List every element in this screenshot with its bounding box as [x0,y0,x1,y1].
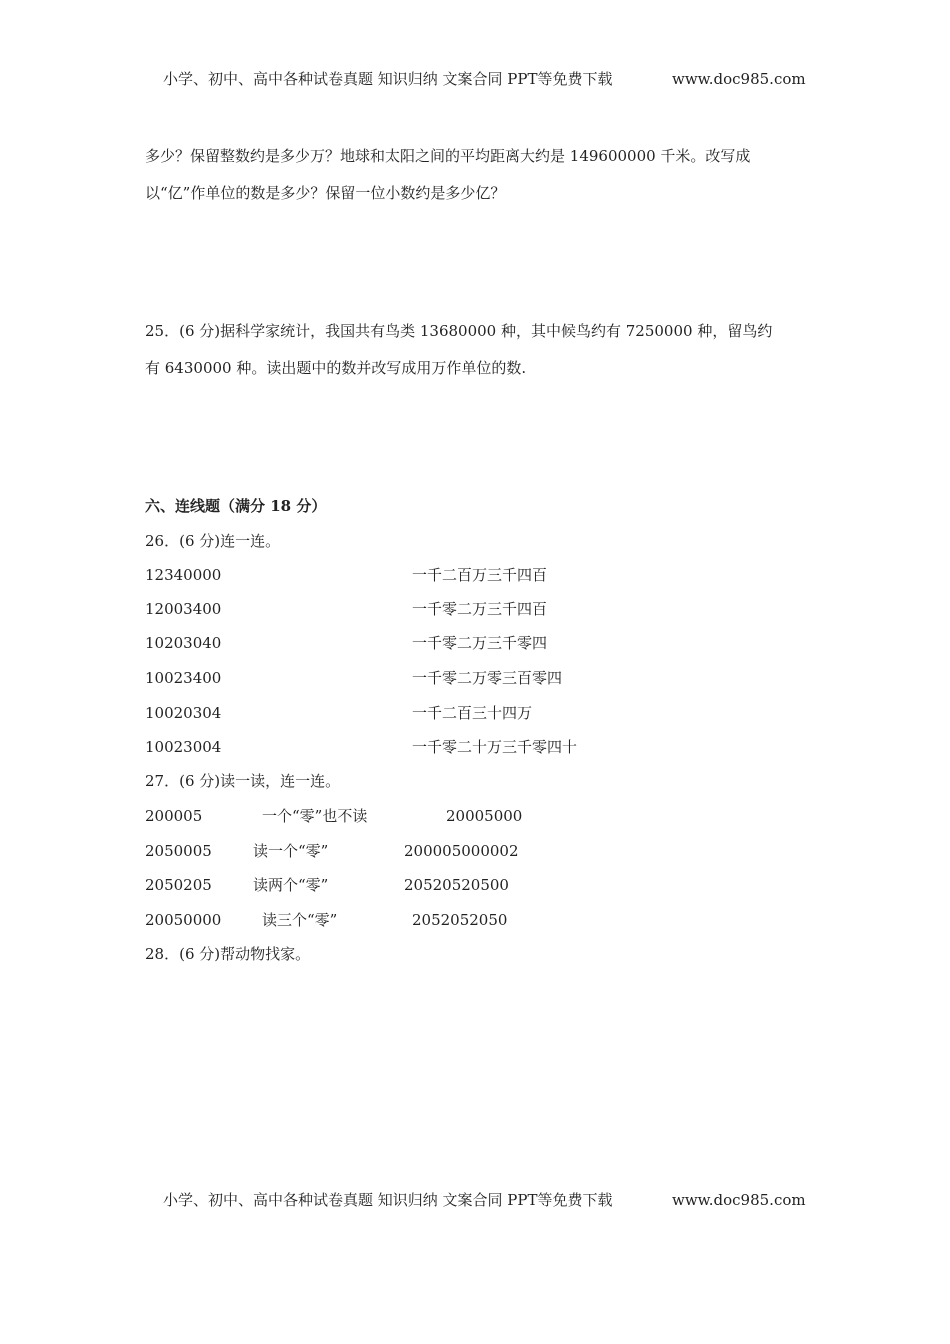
q25-text-line1: 25．(6 分)据科学家统计，我国共有鸟类 13680000 种，其中候鸟约有 7250000 种，留鸟约 [145,322,773,340]
footer-text: 小学、初中、高中各种试卷真题 知识归纳 文案合同 PPT等免费下载 [163,1191,613,1209]
q26-title: 26．(6 分)连一连。 [145,532,281,550]
q26-number: 10203040 [145,634,222,652]
q28-title: 28．(6 分)帮动物找家。 [145,945,311,963]
q27-right: 2052052050 [412,911,508,929]
q27-left: 20050000 [145,911,222,929]
q26-reading: 一千二百三十四万 [412,704,533,722]
q24-text-line2: 以“亿”作单位的数是多少？保留一位小数约是多少亿？ [145,184,506,202]
section-title: 六、连线题（满分 18 分） [145,497,327,515]
q26-reading: 一千零二万三千四百 [412,600,548,618]
q26-number: 10023400 [145,669,222,687]
q25-text-line2: 有 6430000 种。读出题中的数并改写成用万作单位的数. [145,359,527,377]
header-link[interactable]: www.doc985.com [672,70,806,88]
q27-middle: 读一个“零” [253,842,329,860]
q26-number: 12340000 [145,566,222,584]
footer-link[interactable]: www.doc985.com [672,1191,806,1209]
header-text: 小学、初中、高中各种试卷真题 知识归纳 文案合同 PPT等免费下载 [163,70,613,88]
q27-left: 200005 [145,807,203,825]
q26-reading: 一千零二十万三千零四十 [412,738,578,756]
q27-middle: 一个“零”也不读 [262,807,368,825]
q26-reading: 一千二百万三千四百 [412,566,548,584]
q26-number: 10023004 [145,738,222,756]
q27-middle: 读三个“零” [262,911,338,929]
q27-title: 27．(6 分)读一读，连一连。 [145,772,341,790]
q26-number: 10020304 [145,704,222,722]
q27-middle: 读两个“零” [253,876,329,894]
q26-reading: 一千零二万零三百零四 [412,669,563,687]
q27-right: 20005000 [446,807,523,825]
q26-reading: 一千零二万三千零四 [412,634,548,652]
q26-number: 12003400 [145,600,222,618]
q27-right: 20520520500 [404,876,509,894]
q27-right: 200005000002 [404,842,519,860]
q27-left: 2050005 [145,842,212,860]
q27-left: 2050205 [145,876,212,894]
q24-text-line1: 多少？保留整数约是多少万？地球和太阳之间的平均距离大约是 149600000 千米。改写成 [145,147,751,165]
